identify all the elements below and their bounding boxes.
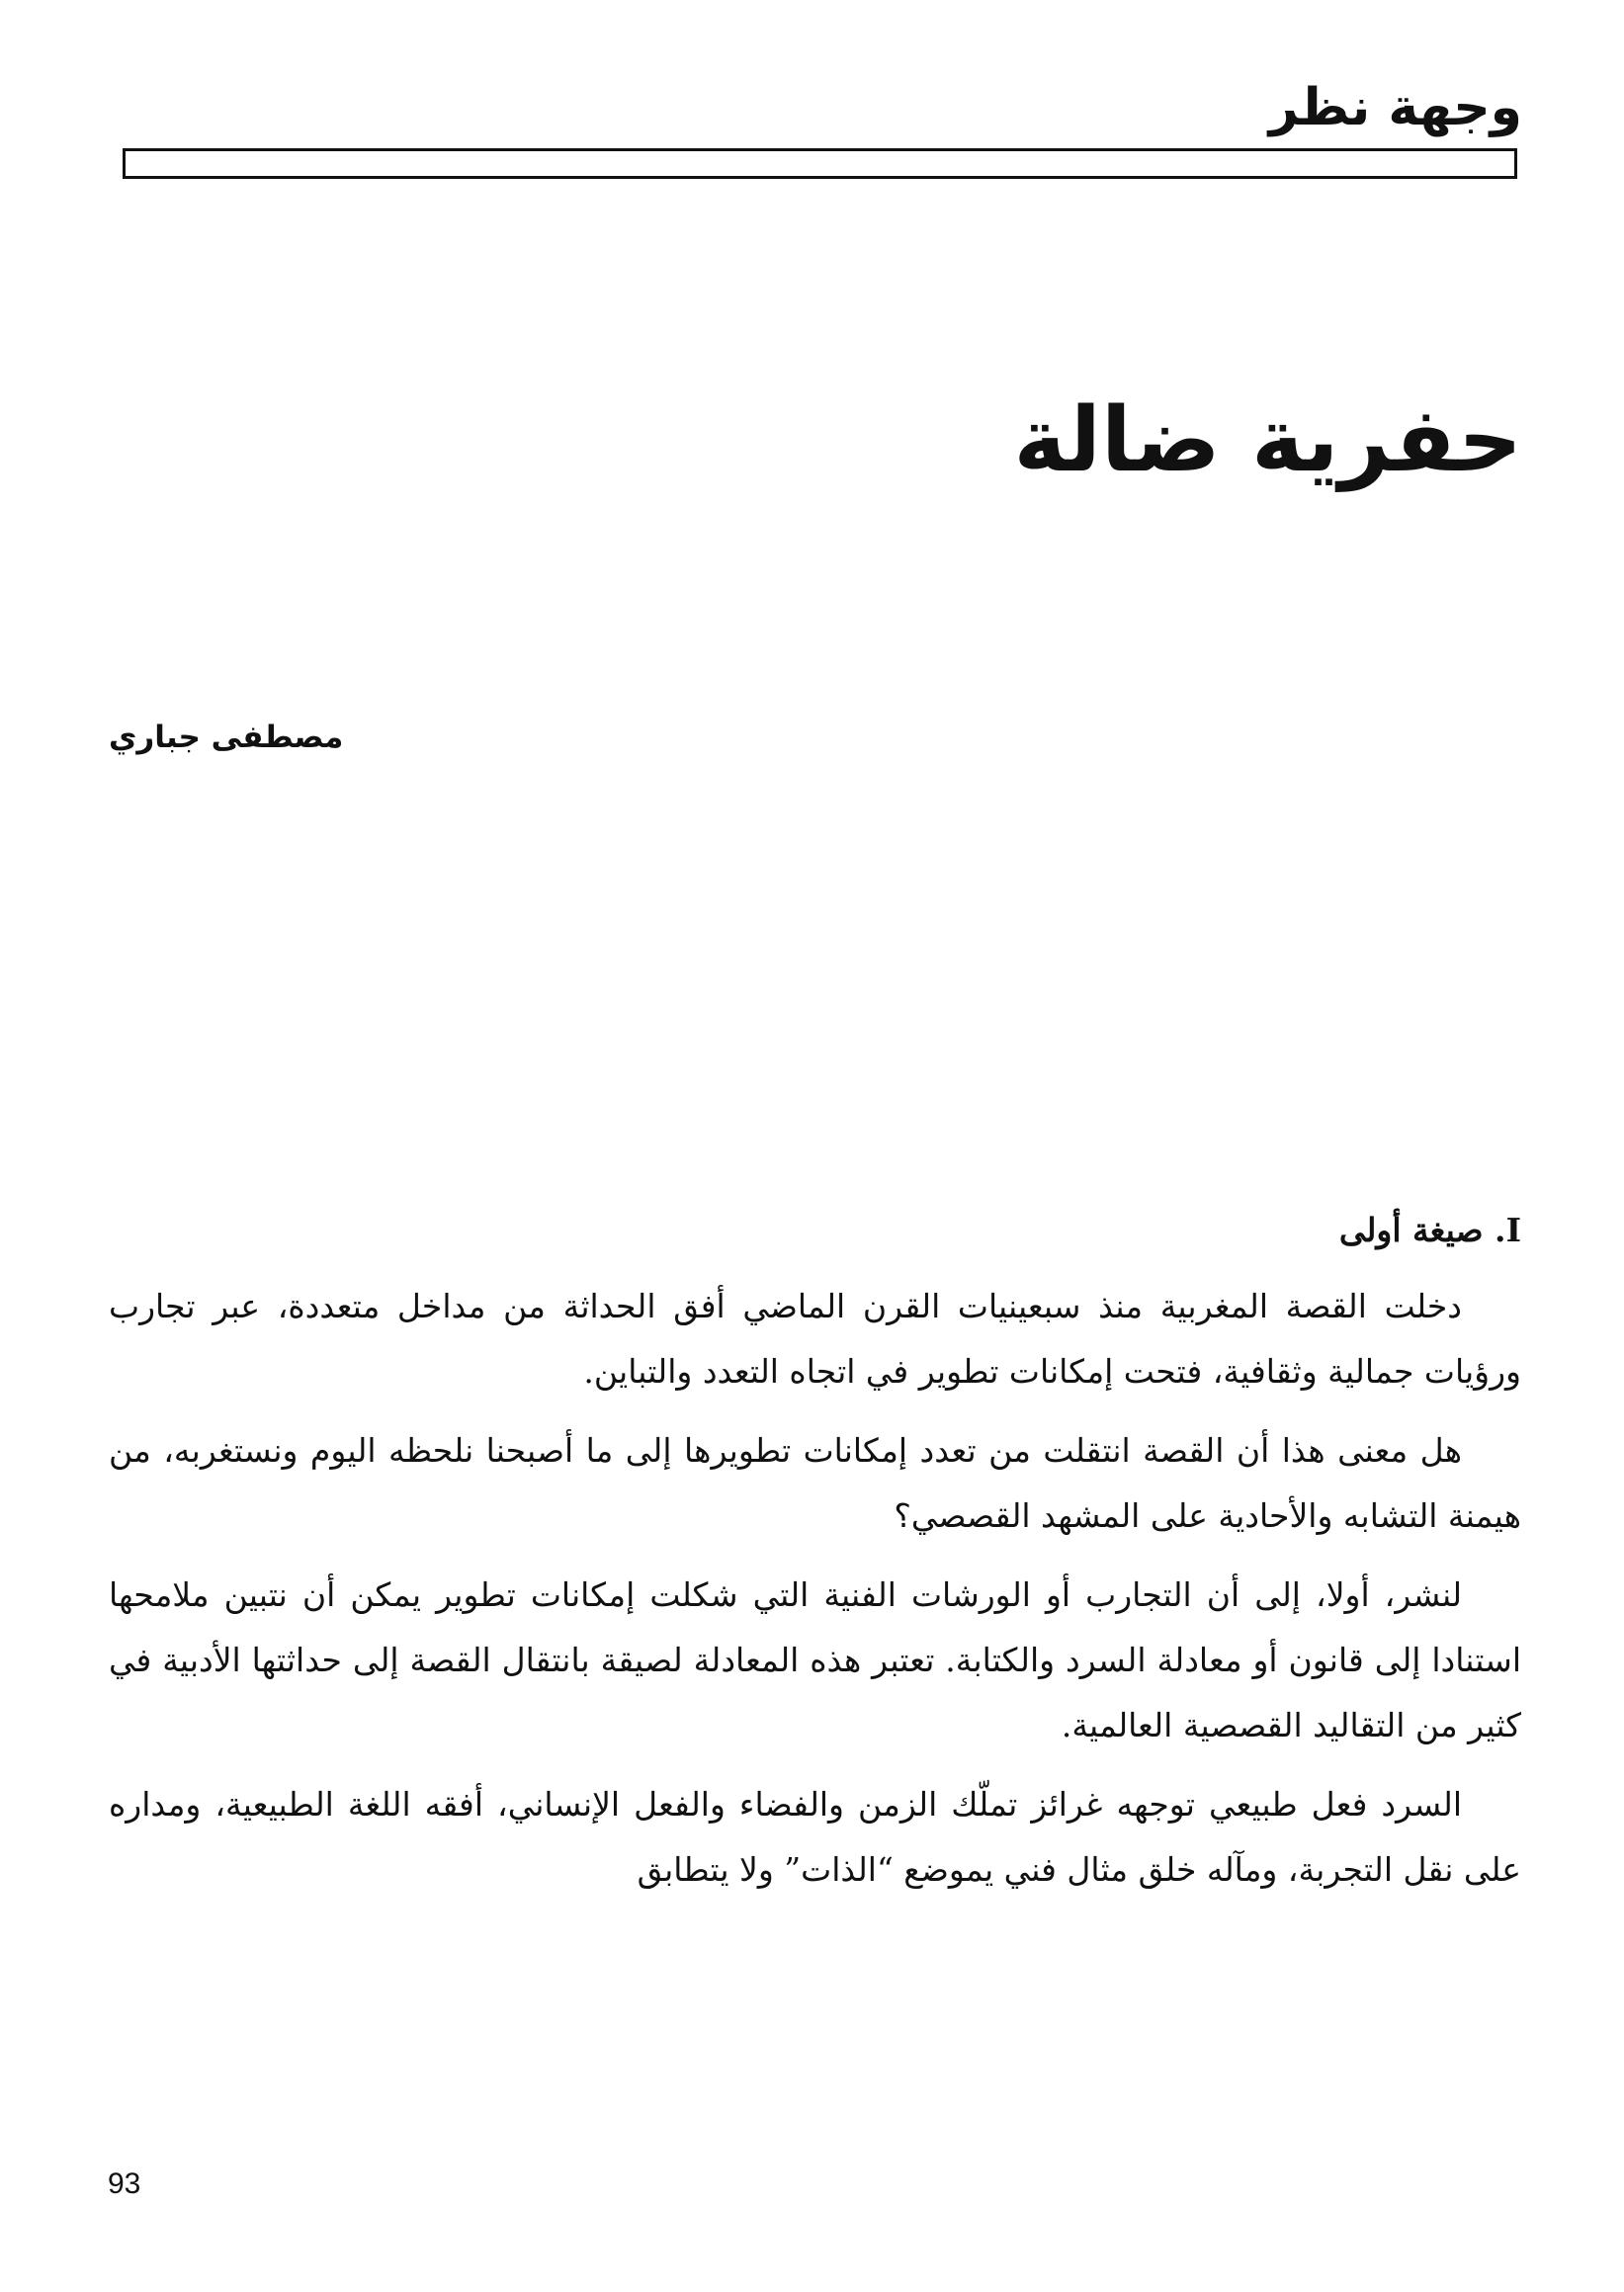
author-name: مصطفى جباري (109, 720, 344, 755)
section-label: وجهة نظر (1268, 78, 1522, 137)
article-body (109, 1201, 1521, 1916)
section-subheading: I. صيغة أولى (1338, 1211, 1521, 1249)
article-title: حفرية ضالة (1013, 388, 1522, 492)
paragraph: لنشر، أولا، إلى أن التجارب أو الورشات الفنية التي شكلت إمكانات تطوير يمكن أن نتبين ملامحها استنادا إلى قانون أو معادلة السرد والكتابة. تعتبر هذه المعادلة لصيقة بانتقال القصة إلى حداثتها الأدبية في كثير من التقاليد القصصية العالمية. (109, 1575, 1521, 1744)
header-rule-box (123, 148, 1517, 179)
paragraph: هل معنى هذا أن القصة انتقلت من تعدد إمكانات تطويرها إلى ما أصبحنا نلحظه اليوم ونستغربه، من هيمنة التشابه والأحادية على المشهد القصصي؟ (109, 1431, 1521, 1535)
paragraph: السرد فعل طبيعي توجهه غرائز تملّك الزمن والفضاء والفعل الإنساني، أفقه اللغة الطبيعية، ومداره على نقل التجربة، ومآله خلق مثال فني يموضع “الذات” ولا يتطابق (109, 1785, 1521, 1889)
paragraph: دخلت القصة المغربية منذ سبعينيات القرن الماضي أفق الحداثة من مداخل متعددة، عبر تجارب ورؤيات جمالية وثقافية، فتحت إمكانات تطوير في اتجاه التعدد والتباين. (109, 1287, 1521, 1391)
page-number: 93 (108, 2167, 141, 2200)
